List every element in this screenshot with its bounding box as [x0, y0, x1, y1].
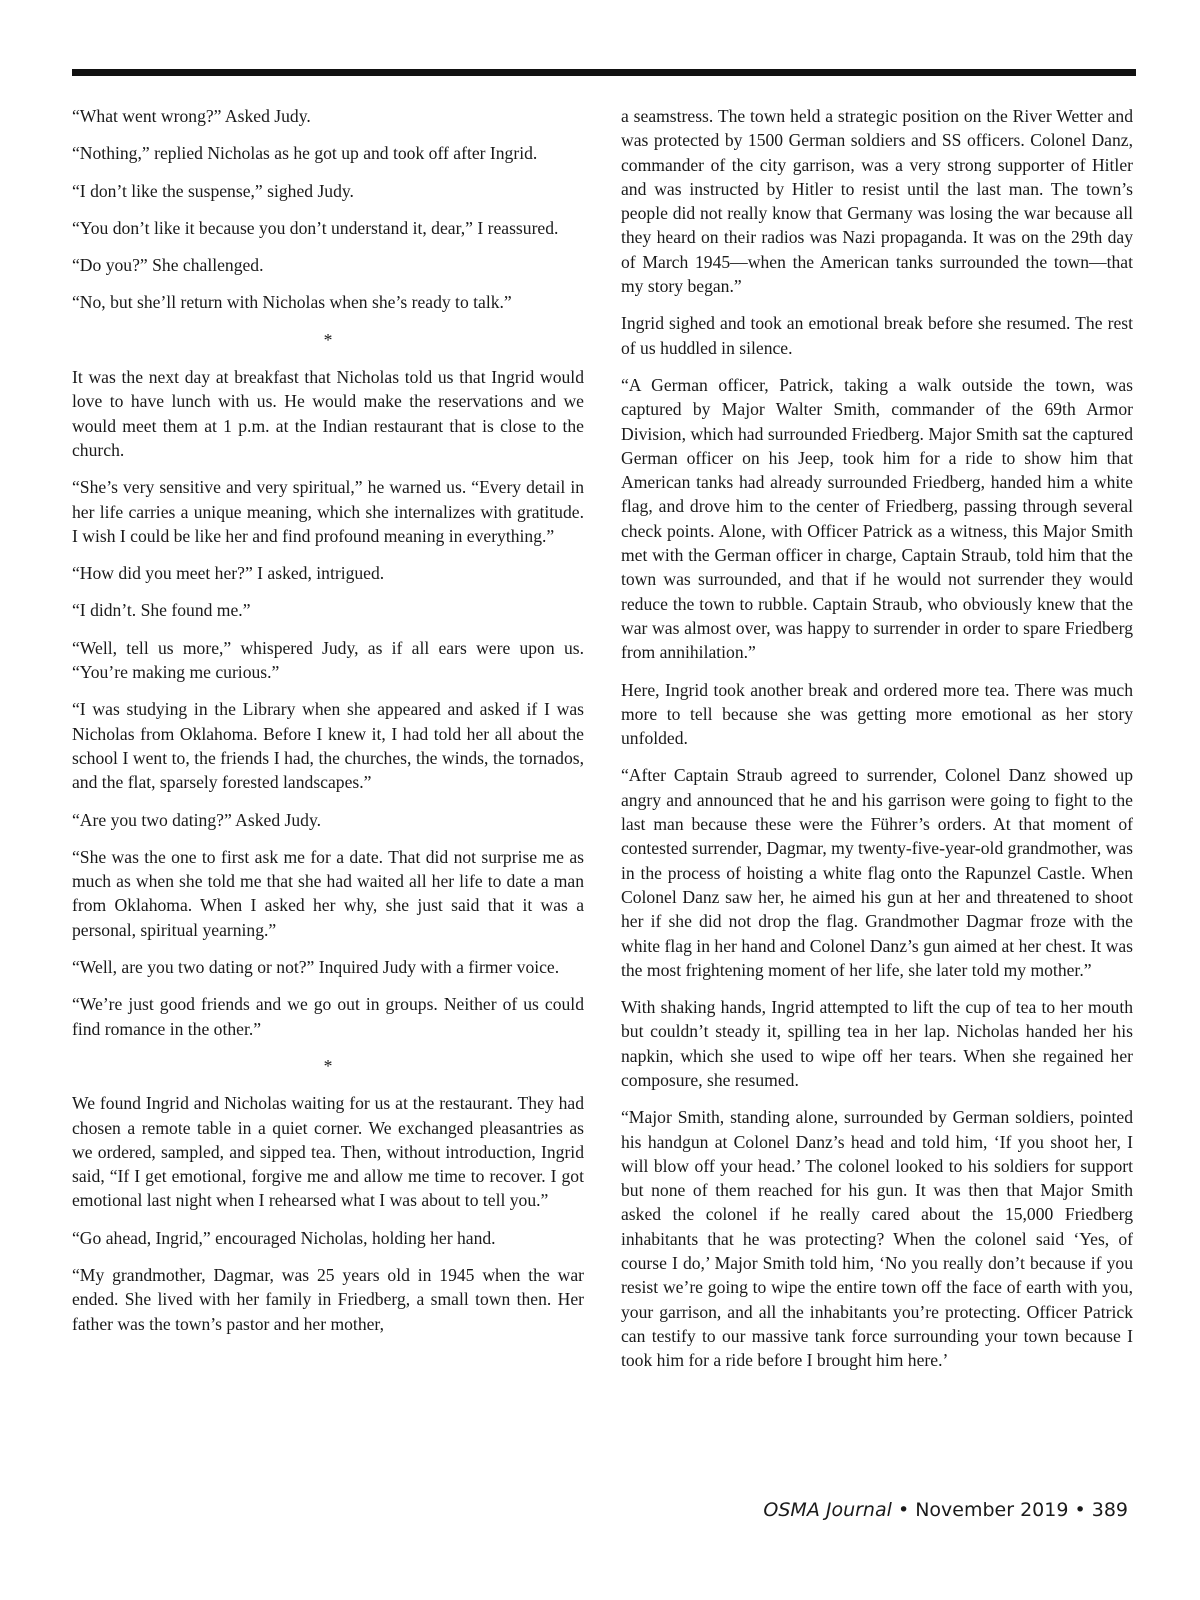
paragraph: “She was the one to first ask me for a date. That did not surprise me as much as when she told me that she had waited all her life to date a man from Oklahoma. When I asked her why, she just said that it was a personal, spiritual yearning.” — [72, 846, 584, 940]
paragraph: “Well, tell us more,” whispered Judy, as if all ears were upon us. “You’re making me curious.” — [72, 637, 584, 683]
paragraph: “I didn’t. She found me.” — [72, 600, 251, 621]
paragraph: “Well, are you two dating or not?” Inquired Judy with a firmer voice. — [72, 957, 560, 978]
scene-separator: * — [323, 329, 333, 350]
paragraph: “A German officer, Patrick, taking a walk outside the town, was captured by Major Walter Smith, commander of the 69th Armor Division, which had surrounded Friedberg. Major Smith sat the captured German officer on his Jeep, took him for a ride to show him that American tanks had already surrounded Friedberg, handed him a white flag, and drove him to the center of Friedberg, passing through several check points. Alone, with Officer Patrick as a witness, this Major Smith met with the German officer in charge, Captain Straub, told him that the town was surrounded, and that if he would not surrender they would reduce the town to rubble. Captain Straub, who obviously knew that the war was almost over, was happy to surrender in order to spare Friedberg from annihilation.” — [621, 374, 1133, 663]
paragraph: It was the next day at breakfast that Nicholas told us that Ingrid would love to have lunch with us. He would make the reservations and we would meet them at 1 p.m. at the Indian restaurant that is close to the church. — [72, 367, 584, 460]
paragraph: a seamstress. The town held a strategic position on the River Wetter and was protected by 1500 German soldiers and SS officers. Colonel Danz, commander of the city garrison, was a very strong supporter of Hitler and was instructed by Hitler to resist until the last man. The town’s people did not really know that Germany was losing the war because all they heard on their radios was Nazi propaganda. It was on the 29th day of March 1945—when the American tanks surrounded the town—that my story began.” — [621, 106, 1133, 297]
paragraph: “She’s very sensitive and very spiritual,” he warned us. “Every detail in her life carries a unique meaning, which she internalizes with gratitude. I wish I could be like her and find profound meaning in everything.” — [72, 477, 584, 546]
paragraph: “We’re just good friends and we go out in groups. Neither of us could find romance in the other.” — [72, 994, 584, 1039]
paragraph: Ingrid sighed and took an emotional break before she resumed. The rest of us huddled in silence. — [621, 313, 1133, 358]
paragraph: “My grandmother, Dagmar, was 25 years old in 1945 when the war ended. She lived with her family in Friedberg, a small town then. Her father was the town’s pastor and her mother, — [72, 1264, 584, 1334]
paragraph: “I don’t like the suspense,” sighed Judy. — [72, 180, 354, 201]
footer-separator: • — [1068, 1499, 1092, 1521]
paragraph: “Nothing,” replied Nicholas as he got up and took off after Ingrid. — [72, 143, 538, 164]
journal-name: OSMA Journal — [763, 1499, 892, 1521]
paragraph: “You don’t like it because you don’t understand it, dear,” I reassured. — [72, 217, 559, 238]
paragraph: “Go ahead, Ingrid,” encouraged Nicholas, holding her hand. — [72, 1227, 496, 1248]
right-column — [621, 104, 1133, 1386]
paragraph: “No, but she’ll return with Nicholas when she’s ready to talk.” — [72, 292, 512, 313]
left-column — [72, 104, 584, 1349]
paragraph: “Do you?” She challenged. — [72, 255, 264, 276]
paragraph: “After Captain Straub agreed to surrender, Colonel Danz showed up angry and announced that he and his garrison were going to fight to the last man because these were the Führer’s orders. At that moment of contested surrender, Dagmar, my twenty-five-year-old grandmother, was in the process of hoisting a white flag onto the Rapunzel Castle. When Colonel Danz saw her, he aimed his gun at her and threatened to shoot her if she did not drop the flag. Grandmother Dagmar froze with the white flag in her hand and Colonel Danz’s gun aimed at her chest. It was the most frightening moment of her life, she later told my mother.” — [621, 765, 1133, 980]
paragraph: Here, Ingrid took another break and ordered more tea. There was much more to tell because she was getting more emotional as her story unfolded. — [621, 679, 1133, 749]
issue-date: November 2019 — [915, 1499, 1069, 1521]
paragraph: “What went wrong?” Asked Judy. — [72, 106, 311, 126]
scene-separator: * — [323, 1055, 333, 1076]
paragraph: “How did you meet her?” I asked, intrigued. — [72, 563, 385, 584]
paragraph: “Major Smith, standing alone, surrounded by German soldiers, pointed his handgun at Colonel Danz’s head and told him, ‘If you shoot her, I will blow off your head.’ The colonel looked to his soldiers for support but none of them reached for his gun. It was then that Major Smith asked the colonel if he really cared about the 15,000 Friedberg inhabitants that he was protecting? When the colonel said ‘Yes, of course I do,’ Major Smith told him, ‘No you really don’t because if you resist we’re going to wipe the entire town off the face of earth with you, your garrison, and all the inhabitants you’re protecting. Officer Patrick can testify to our massive tank force surrounding your town because I took him for a ride before I brought him here.’ — [621, 1107, 1133, 1371]
paragraph: “I was studying in the Library when she appeared and asked if I was Nicholas from Oklahoma. Before I knew it, I had told her all about the school I went to, the friends I had, the churches, the winds, the tornados, and the flat, sparsely forested landscapes.” — [72, 699, 584, 793]
paragraph: We found Ingrid and Nicholas waiting for us at the restaurant. They had chosen a remote table in a quiet corner. We exchanged pleasantries as we ordered, sampled, and sipped tea. Then, without introduction, Ingrid said, “If I get emotional, forgive me and allow me time to recover. I got emotional last night when I rehearsed what I was about to tell you.” — [72, 1093, 584, 1211]
paragraph: “Are you two dating?” Asked Judy. — [72, 809, 322, 830]
page-footer — [763, 1499, 1128, 1521]
paragraph: With shaking hands, Ingrid attempted to lift the cup of tea to her mouth but couldn’t steady it, spilling tea in her lap. Nicholas handed her his napkin, which she used to wipe off her tears. When she regained her composure, she resumed. — [621, 997, 1133, 1090]
footer-separator: • — [891, 1499, 916, 1521]
header-rule — [72, 69, 1136, 76]
page-number: 389 — [1091, 1499, 1128, 1521]
